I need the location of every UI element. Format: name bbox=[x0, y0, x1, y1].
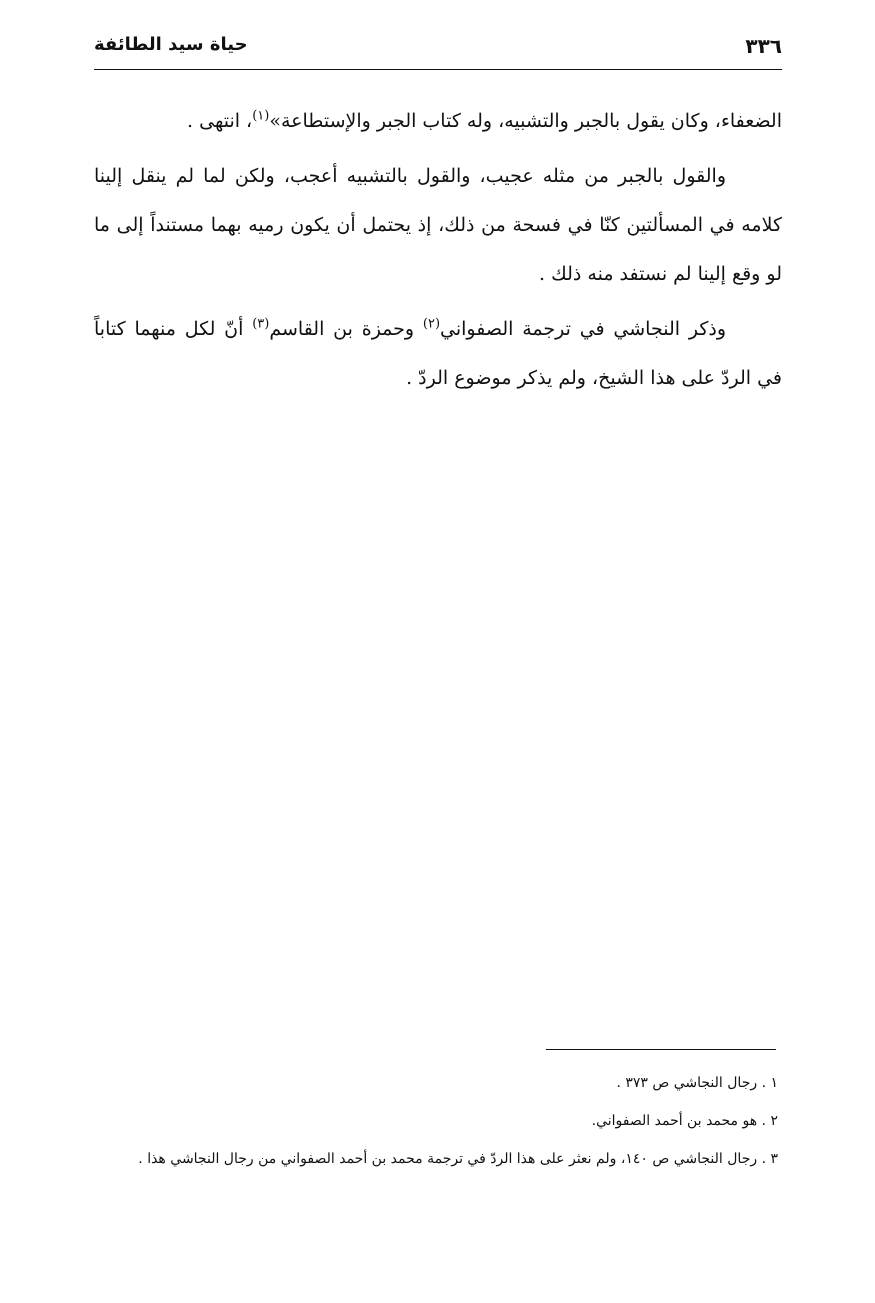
paragraph-3-text-after: أنّ لكل منهما كتاباً في الردّ على هذا الشيخ، ولم يذكر موضوع الردّ . bbox=[94, 318, 782, 389]
paragraph-1-text-after: ، انتهى . bbox=[187, 110, 253, 132]
footnote-ref-3: (٣) bbox=[252, 316, 270, 332]
paragraph-1-text-before: الضعفاء، وكان يقول بالجبر والتشبيه، وله كتاب الجبر والإستطاعة» bbox=[269, 110, 782, 132]
paragraph-2: والقول بالجبر من مثله عجيب، والقول بالتشبيه أعجب، ولكن لما لم ينقل إلينا كلامه في المسألتين كنّا في فسحة من ذلك، إذ يحتمل أن يكون رميه بهما مستنداً إلى ما لو وقع إلينا لم نستفد منه ذلك . bbox=[94, 165, 782, 285]
footnote-3: ٣ . رجال النجاشي ص ١٤٠، ولم نعثر على هذا الردّ في ترجمة محمد بن أحمد الصفواني من رجال النجاشي هذا . bbox=[138, 1151, 778, 1167]
paragraph-3-text-before: وذكر النجاشي في ترجمة الصفواني bbox=[440, 318, 726, 340]
paragraph-1 bbox=[94, 97, 782, 146]
footnote-2: ٢ . هو محمد بن أحمد الصفواني. bbox=[591, 1113, 778, 1129]
footnote-separator bbox=[546, 1049, 776, 1050]
page-number: ٣٣٦ bbox=[745, 34, 782, 58]
main-text bbox=[94, 97, 782, 409]
paragraph-3-text-middle: وحمزة بن القاسم bbox=[269, 318, 423, 340]
footnote-1: ١ . رجال النجاشي ص ٣٧٣ . bbox=[616, 1075, 778, 1091]
page-header bbox=[94, 32, 782, 68]
running-title: حياة سيد الطائفة bbox=[94, 34, 248, 55]
footnote-ref-2: (٢) bbox=[422, 316, 441, 332]
footnote-ref-1: (١) bbox=[252, 108, 270, 124]
paragraph-3 bbox=[94, 305, 782, 403]
footnotes bbox=[94, 1066, 778, 1180]
header-rule bbox=[94, 69, 782, 70]
